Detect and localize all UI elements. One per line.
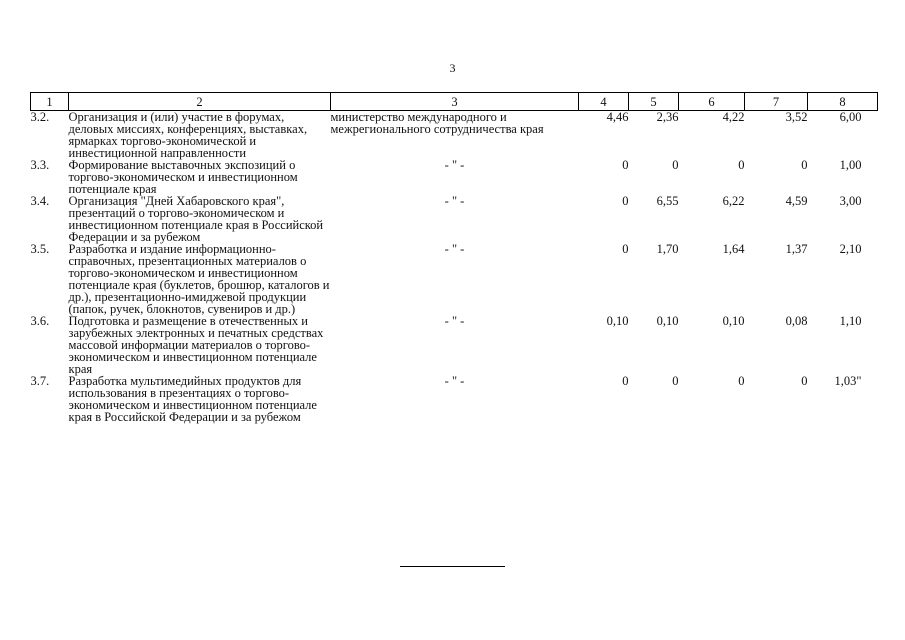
row-number: 3.6. [30,314,50,328]
footnote-separator [400,566,505,567]
value-col-5: 0 [672,374,679,388]
value-col-6: 0 [738,158,745,172]
executor: - " - [444,374,465,388]
value-col-6: 1,64 [722,242,745,256]
value-col-5: 6,55 [656,194,679,208]
table-row [31,375,878,423]
column-header-7: 7 [745,93,808,111]
value-col-8: 1,00 [839,158,862,172]
value-col-7: 0 [801,374,808,388]
value-col-7: 1,37 [785,242,808,256]
table-row [31,111,878,160]
table-row [31,315,878,375]
measure-name: Организация и (или) участие в форумах, деловых миссиях, конференциях, выставках, ярмарках торгово-экономической и инвестиционной направленности [68,110,308,160]
value-col-4: 0,10 [606,314,629,328]
page-number: 3 [449,61,456,75]
value-col-4: 0 [622,158,629,172]
row-number: 3.2. [30,110,50,124]
executor: - " - [444,242,465,256]
value-col-7: 0 [801,158,808,172]
column-header-1: 1 [31,93,69,111]
value-col-8: 1,10 [839,314,862,328]
value-col-4: 0 [622,194,629,208]
measure-name: Формирование выставочных экспозиций о торгово-экономическом и инвестиционном потенциале края [68,158,298,196]
value-col-5: 0,10 [656,314,679,328]
value-col-6: 6,22 [722,194,745,208]
executor: - " - [444,314,465,328]
table-row [31,159,878,195]
value-col-7: 4,59 [785,194,808,208]
column-header-3: 3 [331,93,579,111]
row-number: 3.3. [30,158,50,172]
row-number: 3.5. [30,242,50,256]
value-col-6: 0 [738,374,745,388]
value-col-8: 6,00 [839,110,862,124]
column-header-2: 2 [69,93,331,111]
value-col-4: 0 [622,374,629,388]
value-col-6: 0,10 [722,314,745,328]
value-col-5: 0 [672,158,679,172]
measure-name: Подготовка и размещение в отечественных и зарубежных электронных и печатных средствах массовой информации материалов о торгово-экономическом и инвестиционном потенциале края [68,314,324,376]
header-row [31,93,878,111]
column-header-8: 8 [808,93,878,111]
value-col-8: 1,03" [834,374,862,388]
column-header-5: 5 [629,93,679,111]
measure-name: Разработка мультимедийных продуктов для использования в презентациях о торгово-экономическом и инвестиционном потенциале края в Российской Федерации и за рубежом [68,374,317,424]
value-col-5: 1,70 [656,242,679,256]
executor: министерство международного и межрегионального сотрудничества края [330,110,544,136]
table-row [31,195,878,243]
value-col-8: 3,00 [839,194,862,208]
row-number: 3.4. [30,194,50,208]
value-col-8: 2,10 [839,242,862,256]
column-header-4: 4 [579,93,629,111]
measure-name: Разработка и издание информационно-справочных, презентационных материалов о торгово-экономическом и инвестиционном потенциале края (буклетов, брошюр, каталогов и др.), презентационно-имиджевой продукции (папок, ручек, блокнотов, сувениров и др.) [68,242,330,316]
value-col-7: 3,52 [785,110,808,124]
executor: - " - [444,158,465,172]
value-col-4: 4,46 [606,110,629,124]
value-col-6: 4,22 [722,110,745,124]
budget-table [30,92,878,423]
value-col-7: 0,08 [785,314,808,328]
table-row [31,243,878,315]
row-number: 3.7. [30,374,50,388]
executor: - " - [444,194,465,208]
value-col-4: 0 [622,242,629,256]
column-header-6: 6 [679,93,745,111]
measure-name: Организация "Дней Хабаровского края", презентаций о торгово-экономическом и инвестиционном потенциале края в Российской Федерации и за рубежом [68,194,324,244]
value-col-5: 2,36 [656,110,679,124]
